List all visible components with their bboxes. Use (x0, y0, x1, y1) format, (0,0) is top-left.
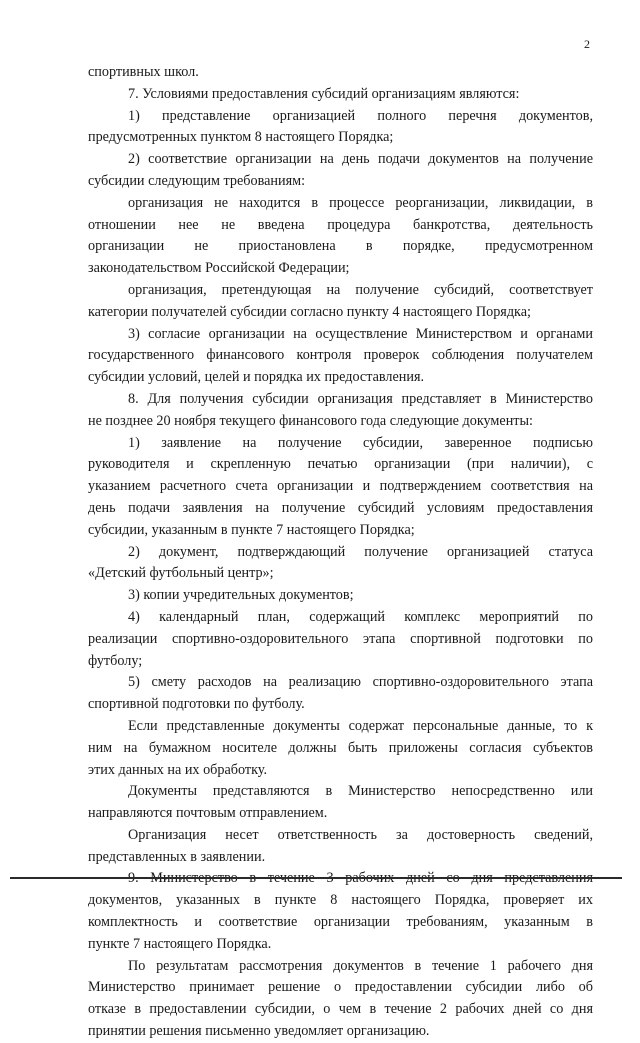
text-line: пункте 7 настоящего Порядка. (88, 935, 272, 952)
document-body (88, 62, 593, 1043)
text-line: 7. Условиями предоставления субсидий организациям являются: (128, 85, 520, 102)
text-line: этих данных на их обработку. (88, 761, 268, 778)
text-line: комплектность и соответствие организации требованиям, указанным в (88, 914, 593, 931)
text-line: отказе в предоставлении субсидии, о чем в течение 2 рабочих дней со дня (88, 1001, 593, 1018)
text-line: субсидии следующим требованиям: (88, 172, 306, 189)
text-line: руководителя и скрепленную печатью организации (при наличии), с (88, 456, 593, 473)
text-line: 2) документ, подтверждающий получение организацией статуса (128, 543, 593, 560)
text-line: 9. Министерство в течение 3 рабочих дней со дня представления (128, 870, 593, 887)
text-line: 1) заявление на получение субсидии, заверенное подписью (128, 434, 593, 451)
text-line: законодательством Российской Федерации; (88, 260, 350, 277)
text-line: день подачи заявления на получение субсидий условиям предоставления (88, 499, 593, 516)
text-line: 5) смету расходов на реализацию спортивно-оздоровительного этапа (128, 674, 593, 691)
text-line: 1) представление организацией полного перечня документов, (128, 107, 593, 124)
text-line: футболу; (88, 652, 143, 669)
text-line: организация не находится в процессе реорганизации, ликвидации, в (128, 194, 593, 211)
text-line: 2) соответствие организации на день подачи документов на получение (128, 151, 593, 168)
text-line: Министерство принимает решение о предоставлении субсидии либо об (88, 979, 593, 996)
text-line: 3) копии учредительных документов; (128, 587, 354, 604)
text-line: принятии решения письменно уведомляет организацию. (88, 1023, 430, 1040)
text-line: категории получателей субсидии согласно пункту 4 настоящего Порядка; (88, 303, 531, 320)
text-line: Документы представляются в Министерство непосредственно или (128, 783, 593, 800)
text-line: документов, указанных в пункте 8 настоящего Порядка, проверяет их (88, 892, 593, 909)
text-line: указанием расчетного счета организации и подтверждением соответствия на (88, 478, 593, 495)
text-line: 4) календарный план, содержащий комплекс мероприятий по (128, 608, 593, 625)
text-line: субсидии условий, целей и порядка их предоставления. (88, 369, 425, 386)
text-line: ним на бумажном носителе должны быть приложены согласия субъектов (88, 739, 593, 756)
text-line: 8. Для получения субсидии организация представляет в Министерство (128, 390, 593, 407)
text-line: отношении нее не введена процедура банкротства, деятельность (88, 216, 593, 233)
text-line: не позднее 20 ноября текущего финансового года следующие документы: (88, 412, 533, 429)
page-number: 2 (584, 37, 590, 51)
text-line: По результатам рассмотрения документов в течение 1 рабочего дня (128, 957, 593, 974)
text-line: предусмотренных пунктом 8 настоящего Порядка; (88, 129, 394, 146)
text-line: направляются почтовым отправлением. (88, 805, 328, 822)
text-line: представленных в заявлении. (88, 848, 266, 865)
text-line: субсидии, указанным в пункте 7 настоящего Порядка; (88, 521, 415, 538)
text-line: спортивных школ. (88, 64, 199, 80)
text-line: организация, претендующая на получение субсидий, соответствует (128, 281, 593, 298)
text-line: Если представленные документы содержат персональные данные, то к (128, 717, 593, 734)
text-line: организации не приостановлена в порядке, предусмотренном (88, 238, 593, 255)
text-line: 3) согласие организации на осуществление Министерством и органами (128, 325, 593, 342)
text-line: «Детский футбольный центр»; (88, 565, 274, 582)
text-line: спортивной подготовки по футболу. (88, 696, 305, 713)
text-line: государственного финансового контроля проверок соблюдения получателем (88, 347, 593, 364)
bottom-rule (10, 877, 622, 879)
text-line: Организация несет ответственность за достоверность сведений, (128, 826, 593, 843)
text-line: реализации спортивно-оздоровительного этапа спортивной подготовки по (88, 630, 593, 647)
